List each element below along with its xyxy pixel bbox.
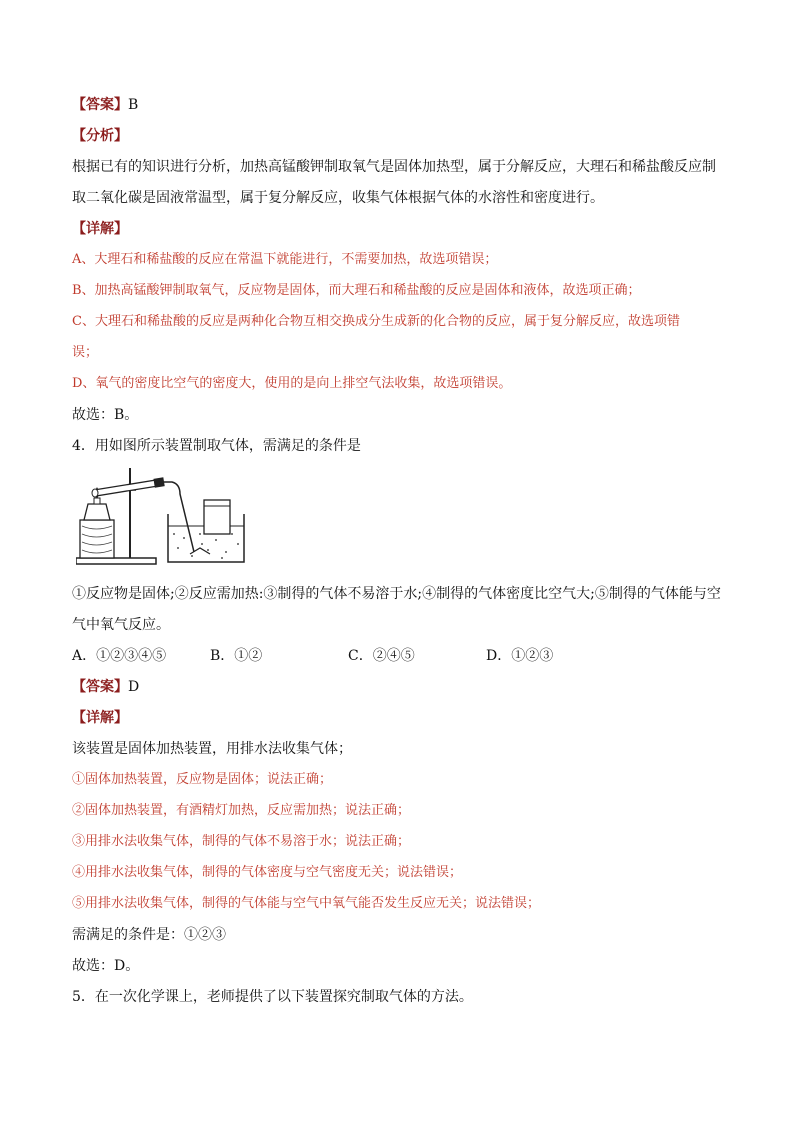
question-4-conditions-1: ①反应物是固体;②反应需加热:③制得的气体不易溶于水;④制得的气体密度比空气大;⑤制得的气体能与空 (72, 586, 721, 602)
detail1-option-b: B、加热高锰酸钾制取氧气，反应物是固体，而大理石和稀盐酸的反应是固体和液体，故选项正确； (72, 283, 641, 298)
detail2-item-3: ③用排水法收集气体，制得的气体不易溶于水；说法正确； (72, 834, 411, 849)
detail1-option-a: A、大理石和稀盐酸的反应在常温下就能进行，不需要加热，故选项错误； (72, 252, 498, 267)
choice-line-2: 故选：D。 (72, 958, 140, 974)
detail2-item-2: ②固体加热装置，有酒精灯加热，反应需加热；说法正确； (72, 803, 411, 818)
analysis-line-2: 取二氧化碳是固液常温型，属于复分解反应，收集气体根据气体的水溶性和密度进行。 (72, 190, 604, 206)
choice-line-1: 故选：B。 (72, 407, 139, 423)
question-4: 4．用如图所示装置制取气体，需满足的条件是 (72, 438, 361, 454)
question-4-conditions-2: 气中氧气反应。 (72, 617, 170, 633)
analysis-line-1: 根据已有的知识进行分析，加热高锰酸钾制取氧气是固体加热型，属于分解反应，大理石和稀盐酸反应制 (72, 159, 716, 175)
detail-heading-1: 【详解】 (72, 221, 128, 237)
detail2-item-4: ④用排水法收集气体，制得的气体密度与空气密度无关；说法错误； (72, 865, 463, 880)
answer-line-1 (72, 95, 732, 115)
answer-value: D (128, 679, 140, 695)
document-page (72, 95, 732, 1007)
question-4-options (72, 646, 732, 666)
option-c: C．②④⑤ (348, 648, 415, 664)
option-b: B．①② (210, 648, 263, 664)
answer-tag: 【答案】 (72, 97, 128, 113)
detail2-item-1: ①固体加热装置，反应物是固体；说法正确； (72, 772, 333, 787)
answer-value: B (128, 97, 139, 113)
detail1-option-c: C、大理石和稀盐酸的反应是两种化合物互相交换成分生成新的化合物的反应，属于复分解反应，故选项错 (72, 314, 680, 329)
answer-tag: 【答案】 (72, 679, 128, 695)
needed-conditions: 需满足的条件是：①②③ (72, 927, 226, 943)
gas-apparatus-diagram (76, 464, 248, 566)
option-a: A．①②③④⑤ (72, 648, 167, 664)
detail-heading-2: 【详解】 (72, 710, 128, 726)
detail1-option-d: D、氧气的密度比空气的密度大，使用的是向上排空气法收集，故选项错误。 (72, 376, 512, 391)
detail2-intro: 该装置是固体加热装置，用排水法收集气体； (72, 741, 352, 757)
detail1-option-c-cont: 误； (72, 345, 99, 360)
option-d: D．①②③ (486, 648, 554, 664)
question-5: 5．在一次化学课上，老师提供了以下装置探究制取气体的方法。 (72, 989, 473, 1005)
detail2-item-5: ⑤用排水法收集气体，制得的气体能与空气中氧气能否发生反应无关；说法错误； (72, 896, 541, 911)
answer-line-2 (72, 677, 732, 697)
analysis-heading: 【分析】 (72, 128, 128, 144)
